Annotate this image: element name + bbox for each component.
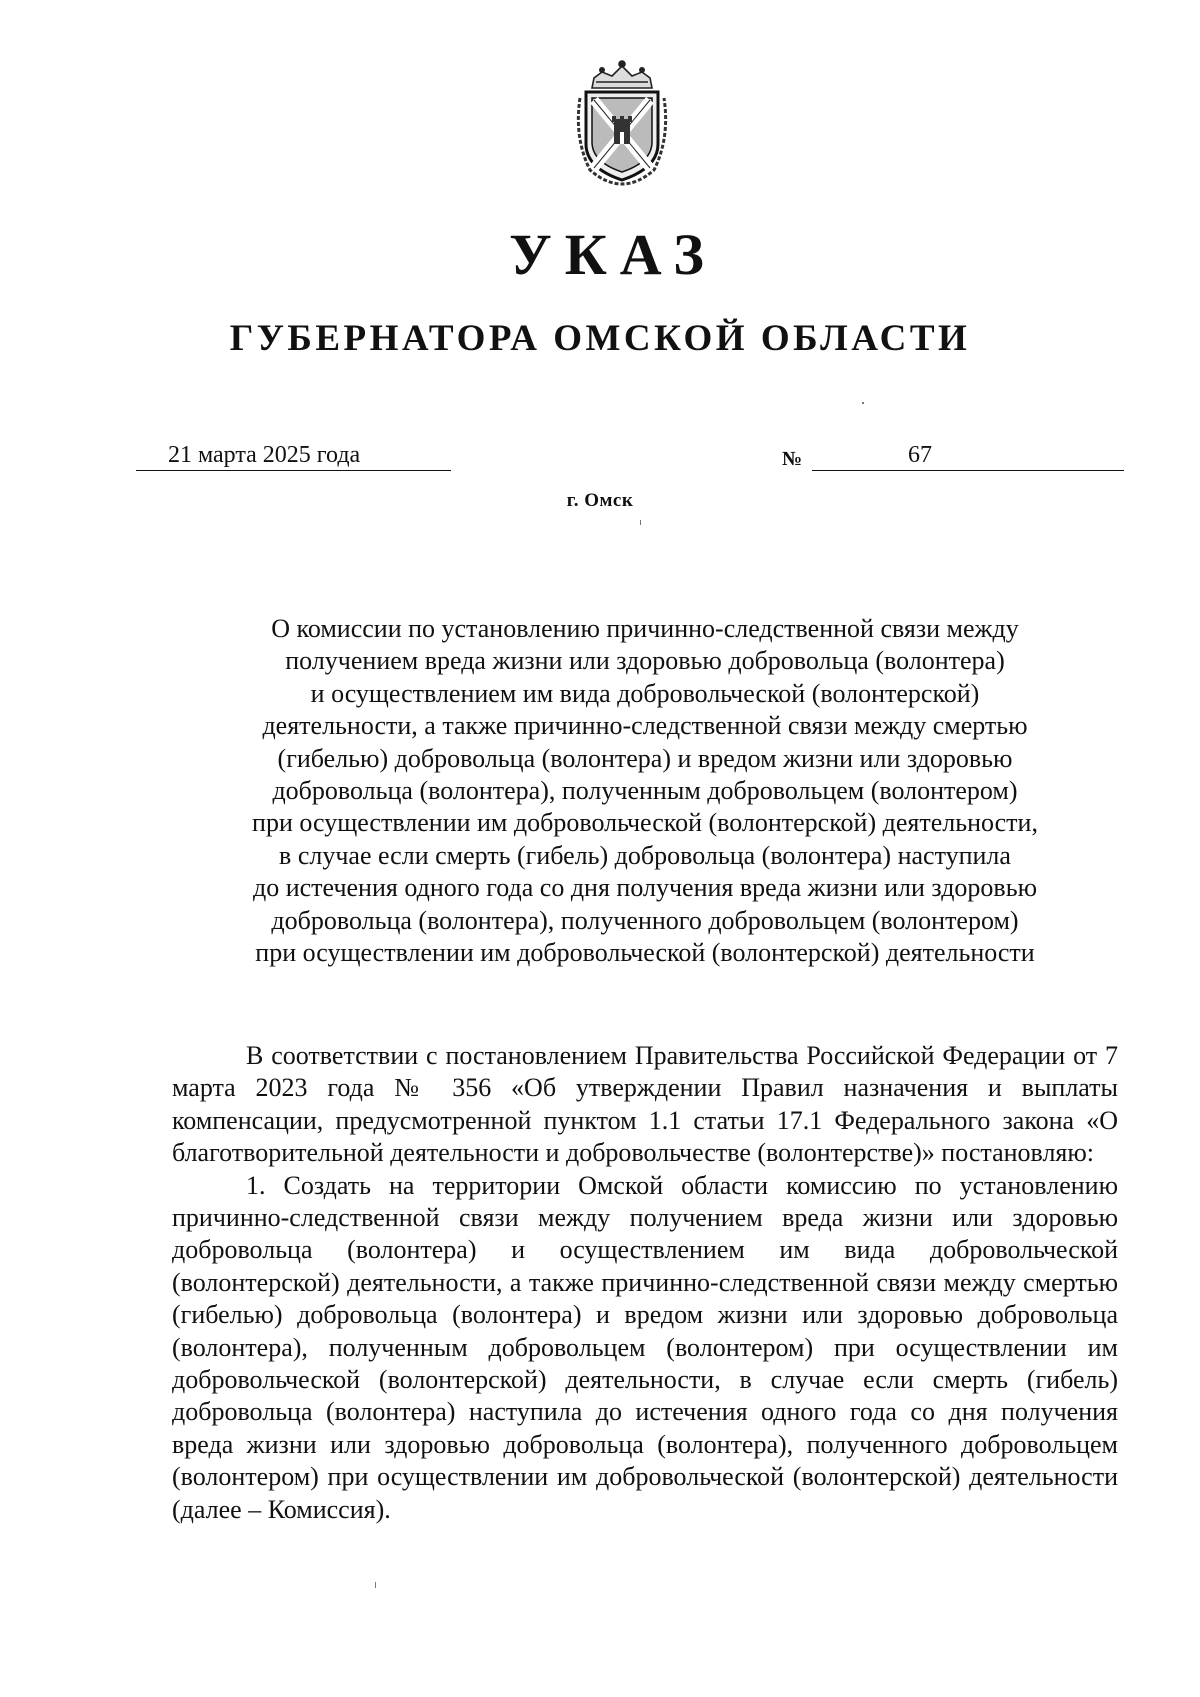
document-subtitle: ГУБЕРНАТОРА ОМСКОЙ ОБЛАСТИ <box>229 318 971 359</box>
scan-speck <box>862 402 864 404</box>
decree-number-label: № <box>782 448 803 470</box>
decree-body <box>172 1040 1118 1526</box>
subject-line: до истечения одного года со дня получения вреда жизни или здоровью <box>253 873 1037 903</box>
decree-city: г. Омск <box>566 490 634 511</box>
subject-line: в случае если смерть (гибель) добровольца (волонтера) наступила <box>279 840 1011 870</box>
subject-line: О комиссии по установлению причинно-следственной связи между <box>271 614 1019 643</box>
subject-line: получением вреда жизни или здоровью добровольца (волонтера) <box>285 646 1005 676</box>
decree-subject <box>205 613 1085 969</box>
subject-line: добровольца (волонтера), полученным добровольцем (волонтером) <box>272 776 1018 806</box>
omsk-coat-of-arms-icon <box>570 58 674 186</box>
document-title: УКАЗ <box>509 222 717 287</box>
subject-line: добровольца (волонтера), полученного добровольцем (волонтером) <box>271 905 1019 935</box>
decree-date: 21 марта 2025 года <box>136 440 451 471</box>
subject-line: (гибелью) добровольца (волонтера) и вредом жизни или здоровью <box>277 743 1013 773</box>
subject-line: при осуществлении им добровольческой (волонтерской) деятельности, <box>252 808 1038 838</box>
subject-line: и осуществлением им вида добровольческой (волонтерской) <box>310 678 980 708</box>
item-1-paragraph: 1. Создать на территории Омской области комиссию по установлению причинно-следственной связи между получением вреда жизни или здоровью добровольца (волонтера) и осуществлением им вида добровольческой (волонтерской) деятельности, а также причинно-следственной связи между смертью (гибелью) добровольца (волонтера) и вредом жизни или здоровью добровольца (волонтера), полученным добровольцем (волонтером) при осуществлении им добровольческой (волонтерской) деятельности, в случае если смерть (гибель) добровольца (волонтера) наступила до истечения одного года со дня получения вреда жизни или здоровью добровольца (волонтера), полученного добровольцем (волонтером) при осуществлении им добровольческой (волонтерской) деятельности (далее – Комиссия). <box>172 1170 1118 1524</box>
scan-speck <box>375 1582 376 1588</box>
scan-speck <box>640 520 641 525</box>
decree-number: 67 <box>812 440 1124 471</box>
subject-line: при осуществлении им добровольческой (волонтерской) деятельности <box>255 938 1035 968</box>
subject-line: деятельности, а также причинно-следственной связи между смертью <box>262 711 1028 741</box>
preamble-paragraph: В соответствии с постановлением Правительства Российской Федерации от 7 марта 2023 года № 356 «Об утверждении Правил назначения и выплаты компенсации, предусмотренной пунктом 1.1 статьи 17.1 Федерального закона «О благотворительной деятельности и добровольчестве (волонтерстве)» постановляю: <box>172 1041 1118 1168</box>
